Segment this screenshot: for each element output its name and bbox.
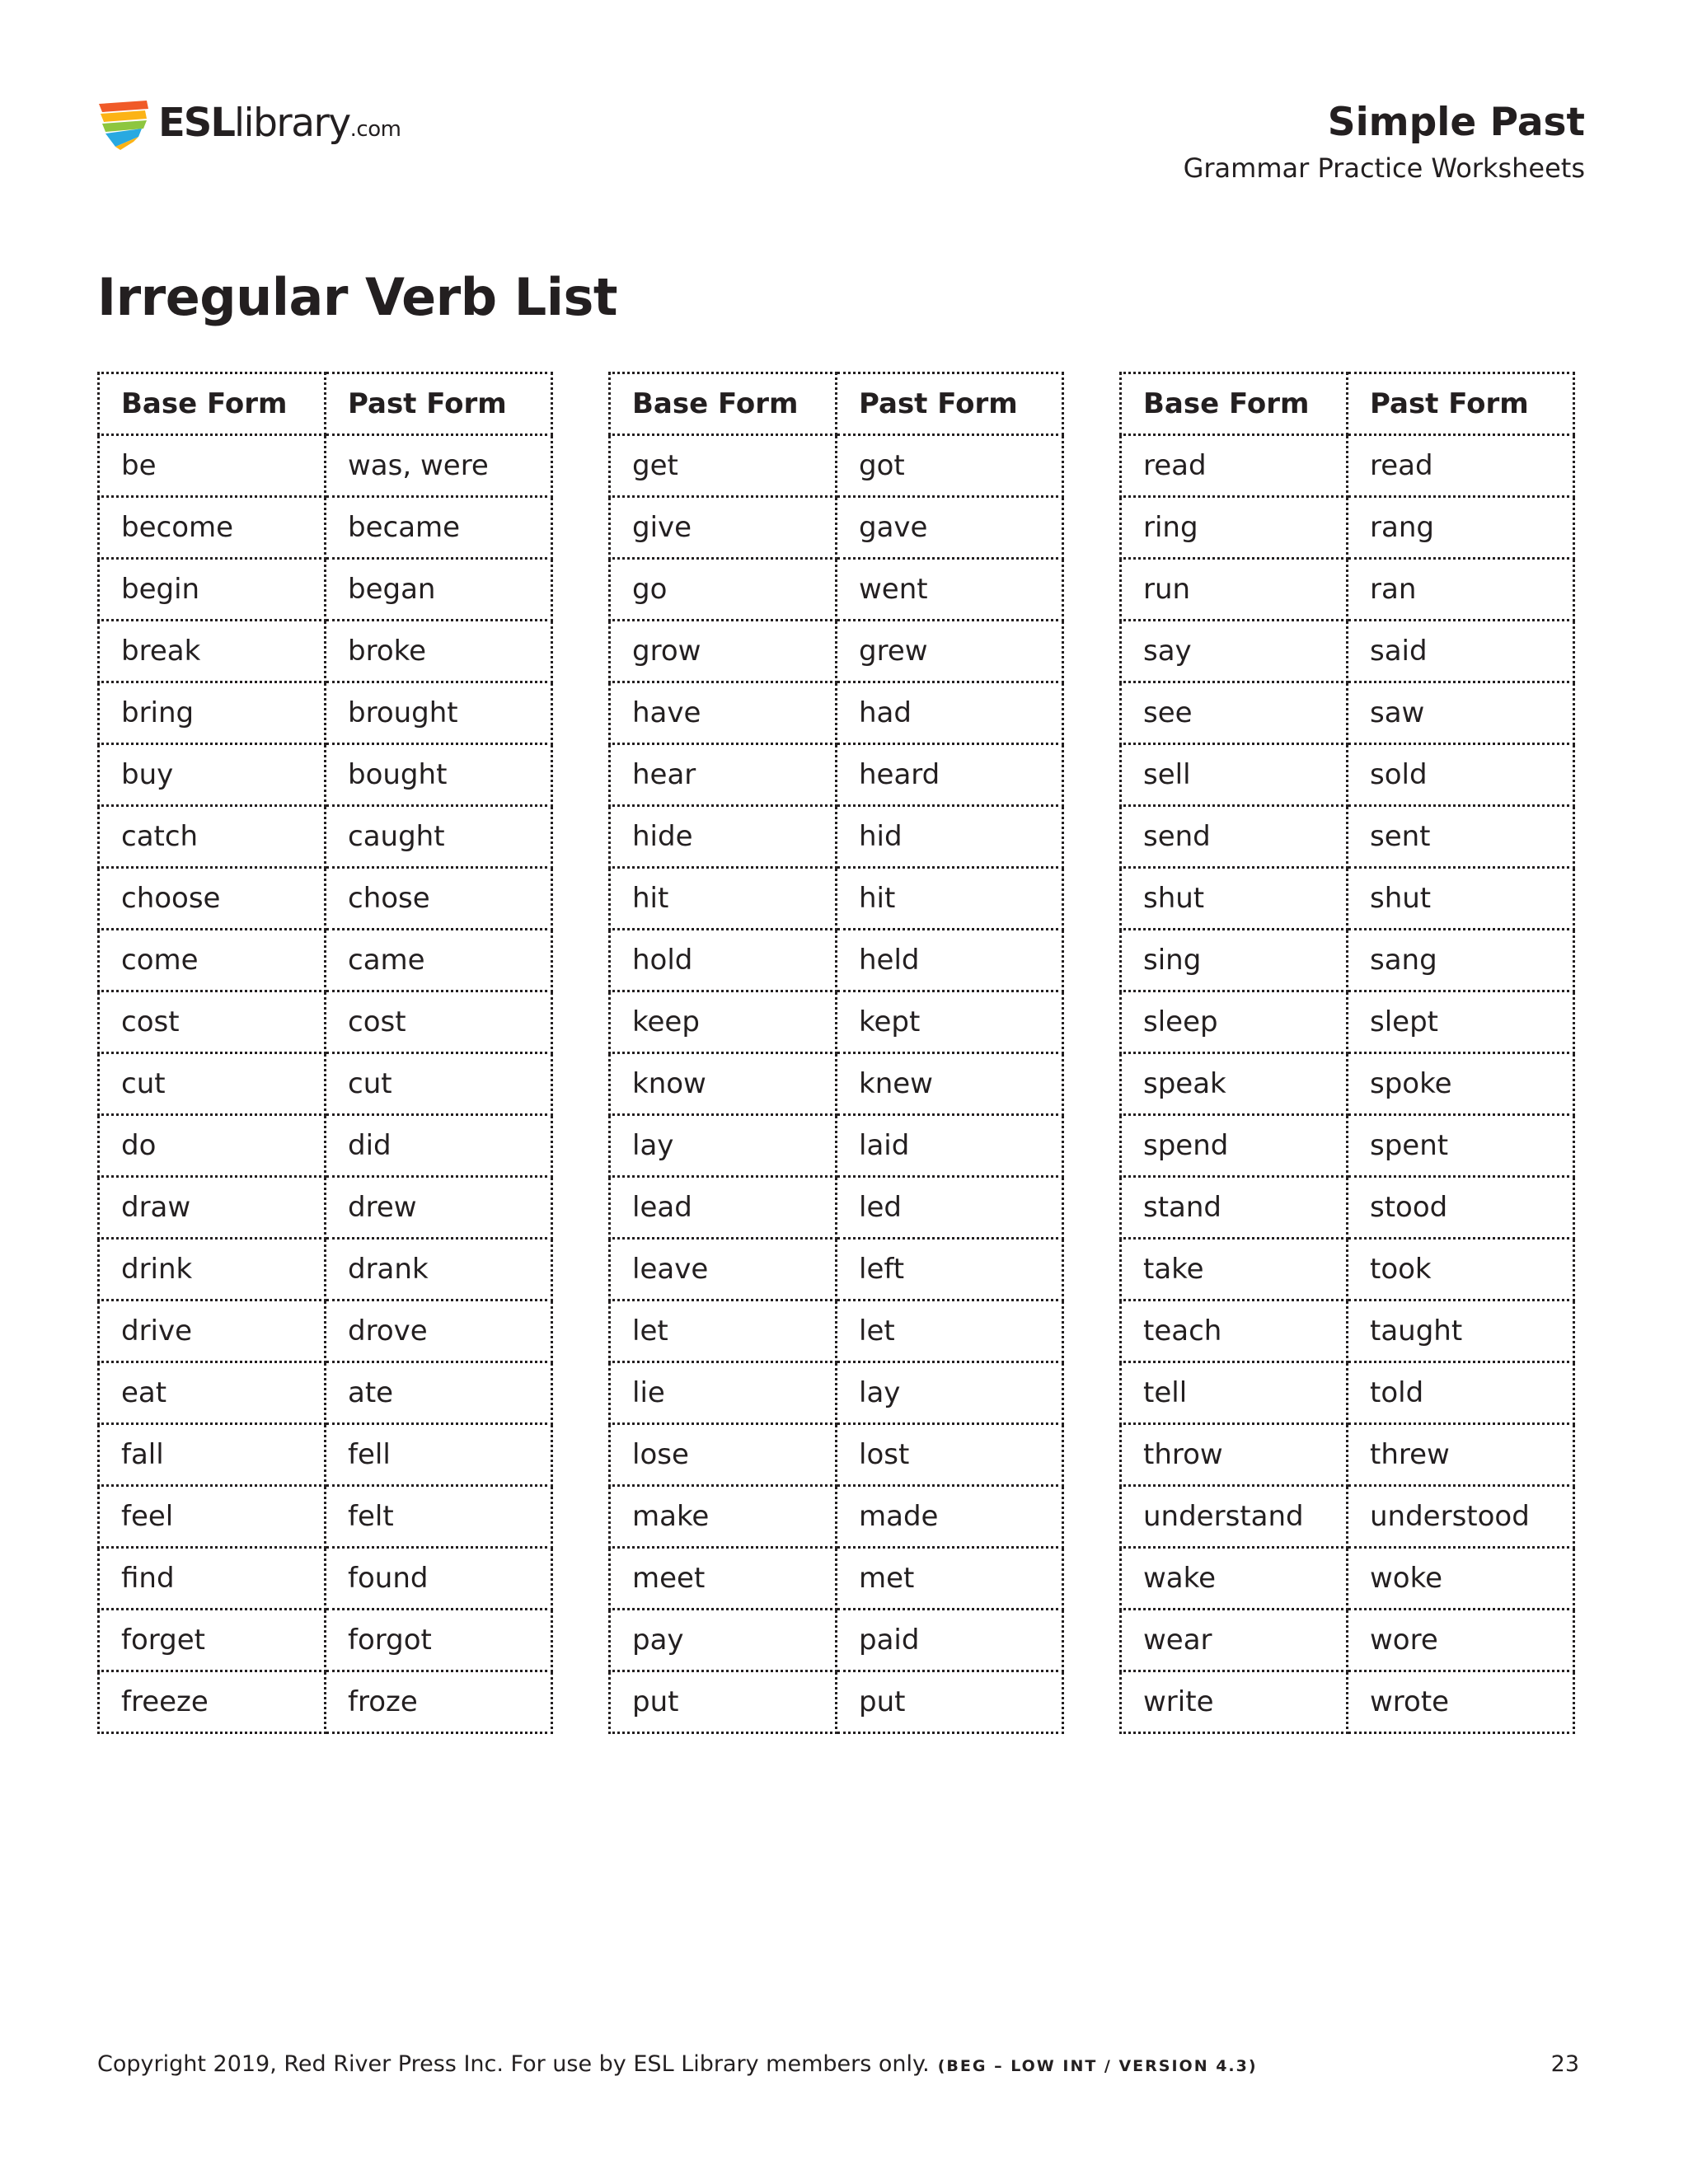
table-row (1121, 1362, 1574, 1424)
column-header-base-form: Base Form (610, 373, 837, 435)
base-form-cell: break (99, 621, 326, 682)
past-form-cell: saw (1348, 682, 1574, 744)
past-form-cell: spent (1348, 1115, 1574, 1177)
past-form-cell: wore (1348, 1610, 1574, 1671)
past-form-cell: did (326, 1115, 552, 1177)
past-form-cell: slept (1348, 991, 1574, 1053)
past-form-cell: hit (837, 868, 1063, 930)
base-form-cell: hear (610, 744, 837, 806)
page-number: 23 (1550, 2051, 1579, 2077)
past-form-cell: cut (326, 1053, 552, 1115)
table-row (610, 1177, 1063, 1239)
table-row (610, 1362, 1063, 1424)
base-form-cell: bring (99, 682, 326, 744)
table-row (1121, 1486, 1574, 1548)
past-form-cell: met (837, 1548, 1063, 1610)
past-form-cell: lost (837, 1424, 1063, 1486)
past-form-cell: told (1348, 1362, 1574, 1424)
table-row (610, 435, 1063, 497)
past-form-cell: got (837, 435, 1063, 497)
base-form-cell: freeze (99, 1671, 326, 1733)
base-form-cell: ring (1121, 497, 1348, 559)
past-form-cell: put (837, 1671, 1063, 1733)
past-form-cell: wrote (1348, 1671, 1574, 1733)
worksheet-subtitle: Grammar Practice Worksheets (1183, 152, 1585, 184)
table-row (610, 559, 1063, 621)
table-row (99, 991, 552, 1053)
past-form-cell: held (837, 930, 1063, 991)
table-row (610, 1671, 1063, 1733)
past-form-cell: shut (1348, 868, 1574, 930)
table-row (1121, 744, 1574, 806)
base-form-cell: write (1121, 1671, 1348, 1733)
table-row (610, 682, 1063, 744)
past-form-cell: froze (326, 1671, 552, 1733)
past-form-cell: stood (1348, 1177, 1574, 1239)
past-form-cell: rang (1348, 497, 1574, 559)
table-row (1121, 1424, 1574, 1486)
base-form-cell: draw (99, 1177, 326, 1239)
base-form-cell: teach (1121, 1301, 1348, 1362)
table-row (99, 559, 552, 621)
column-header-past-form: Past Form (326, 373, 552, 435)
table-header-row (610, 373, 1063, 435)
past-form-cell: came (326, 930, 552, 991)
table-row (610, 1239, 1063, 1301)
base-form-cell: drink (99, 1239, 326, 1301)
esl-library-logo (97, 97, 401, 152)
table-row (99, 435, 552, 497)
table-row (1121, 1548, 1574, 1610)
table-row (99, 1424, 552, 1486)
base-form-cell: pay (610, 1610, 837, 1671)
base-form-cell: see (1121, 682, 1348, 744)
base-form-cell: make (610, 1486, 837, 1548)
base-form-cell: begin (99, 559, 326, 621)
table-row (1121, 868, 1574, 930)
table-row (610, 1301, 1063, 1362)
past-form-cell: lay (837, 1362, 1063, 1424)
base-form-cell: have (610, 682, 837, 744)
table-row (1121, 1301, 1574, 1362)
book-stack-icon (97, 99, 152, 150)
table-row (99, 497, 552, 559)
past-form-cell: chose (326, 868, 552, 930)
table-row (99, 1671, 552, 1733)
table-row (99, 930, 552, 991)
past-form-cell: taught (1348, 1301, 1574, 1362)
past-form-cell: grew (837, 621, 1063, 682)
past-form-cell: spoke (1348, 1053, 1574, 1115)
column-header-base-form: Base Form (99, 373, 326, 435)
base-form-cell: put (610, 1671, 837, 1733)
base-form-cell: sleep (1121, 991, 1348, 1053)
past-form-cell: woke (1348, 1548, 1574, 1610)
table-row (610, 991, 1063, 1053)
base-form-cell: drive (99, 1301, 326, 1362)
copyright-text: Copyright 2019, Red River Press Inc. For use by ESL Library members only. (97, 2051, 930, 2077)
base-form-cell: shut (1121, 868, 1348, 930)
table-header-row (1121, 373, 1574, 435)
table-row (1121, 806, 1574, 868)
past-form-cell: drove (326, 1301, 552, 1362)
past-form-cell: began (326, 559, 552, 621)
base-form-cell: lead (610, 1177, 837, 1239)
base-form-cell: find (99, 1548, 326, 1610)
past-form-cell: drank (326, 1239, 552, 1301)
past-form-cell: threw (1348, 1424, 1574, 1486)
table-row (1121, 1053, 1574, 1115)
table-row (610, 1115, 1063, 1177)
base-form-cell: do (99, 1115, 326, 1177)
table-row (99, 1115, 552, 1177)
table-row (1121, 1610, 1574, 1671)
base-form-cell: meet (610, 1548, 837, 1610)
base-form-cell: feel (99, 1486, 326, 1548)
past-form-cell: bought (326, 744, 552, 806)
past-form-cell: let (837, 1301, 1063, 1362)
base-form-cell: forget (99, 1610, 326, 1671)
base-form-cell: keep (610, 991, 837, 1053)
table-row (1121, 991, 1574, 1053)
base-form-cell: run (1121, 559, 1348, 621)
table-row (610, 1610, 1063, 1671)
table-row (99, 1301, 552, 1362)
past-form-cell: gave (837, 497, 1063, 559)
base-form-cell: lay (610, 1115, 837, 1177)
past-form-cell: sold (1348, 744, 1574, 806)
table-row (99, 1239, 552, 1301)
past-form-cell: took (1348, 1239, 1574, 1301)
base-form-cell: go (610, 559, 837, 621)
base-form-cell: tell (1121, 1362, 1348, 1424)
logo-library: library (233, 101, 350, 146)
table-row (99, 621, 552, 682)
base-form-cell: fall (99, 1424, 326, 1486)
past-form-cell: led (837, 1177, 1063, 1239)
table-row (610, 1053, 1063, 1115)
base-form-cell: grow (610, 621, 837, 682)
base-form-cell: hide (610, 806, 837, 868)
logo-esl: ESL (158, 100, 234, 146)
base-form-cell: lie (610, 1362, 837, 1424)
table-row (1121, 1671, 1574, 1733)
table-row (610, 744, 1063, 806)
base-form-cell: understand (1121, 1486, 1348, 1548)
logo-com: .com (349, 117, 401, 142)
base-form-cell: eat (99, 1362, 326, 1424)
past-form-cell: went (837, 559, 1063, 621)
past-form-cell: found (326, 1548, 552, 1610)
base-form-cell: leave (610, 1239, 837, 1301)
table-row (610, 621, 1063, 682)
table-row (610, 1486, 1063, 1548)
base-form-cell: wear (1121, 1610, 1348, 1671)
table-row (1121, 559, 1574, 621)
table-row (1121, 1177, 1574, 1239)
worksheet-title: Simple Past (1327, 100, 1585, 145)
base-form-cell: come (99, 930, 326, 991)
past-form-cell: knew (837, 1053, 1063, 1115)
table-row (1121, 1239, 1574, 1301)
past-form-cell: sang (1348, 930, 1574, 991)
past-form-cell: brought (326, 682, 552, 744)
base-form-cell: sell (1121, 744, 1348, 806)
table-row (610, 868, 1063, 930)
past-form-cell: ran (1348, 559, 1574, 621)
base-form-cell: give (610, 497, 837, 559)
table-row (99, 1548, 552, 1610)
column-header-base-form: Base Form (1121, 373, 1348, 435)
base-form-cell: take (1121, 1239, 1348, 1301)
base-form-cell: know (610, 1053, 837, 1115)
table-row (1121, 930, 1574, 991)
past-form-cell: said (1348, 621, 1574, 682)
base-form-cell: catch (99, 806, 326, 868)
level-version-text: (BEG – LOW INT / VERSION 4.3) (937, 2057, 1258, 2075)
table-row (99, 1610, 552, 1671)
base-form-cell: become (99, 497, 326, 559)
past-form-cell: cost (326, 991, 552, 1053)
table-row (1121, 1115, 1574, 1177)
base-form-cell: hit (610, 868, 837, 930)
base-form-cell: stand (1121, 1177, 1348, 1239)
past-form-cell: left (837, 1239, 1063, 1301)
table-row (610, 806, 1063, 868)
base-form-cell: choose (99, 868, 326, 930)
worksheet-header (1184, 97, 1585, 186)
column-header-past-form: Past Form (1348, 373, 1574, 435)
past-form-cell: was, were (326, 435, 552, 497)
base-form-cell: hold (610, 930, 837, 991)
base-form-cell: say (1121, 621, 1348, 682)
past-form-cell: drew (326, 1177, 552, 1239)
past-form-cell: ate (326, 1362, 552, 1424)
table-row (1121, 435, 1574, 497)
verb-table-1 (97, 372, 553, 1734)
base-form-cell: let (610, 1301, 837, 1362)
table-header-row (99, 373, 552, 435)
logo-wordmark (158, 99, 401, 156)
past-form-cell: caught (326, 806, 552, 868)
past-form-cell: fell (326, 1424, 552, 1486)
base-form-cell: lose (610, 1424, 837, 1486)
table-row (1121, 682, 1574, 744)
column-header-past-form: Past Form (837, 373, 1063, 435)
base-form-cell: send (1121, 806, 1348, 868)
table-row (99, 1486, 552, 1548)
footer-copyright (97, 2048, 1258, 2083)
table-row (99, 682, 552, 744)
past-form-cell: read (1348, 435, 1574, 497)
base-form-cell: buy (99, 744, 326, 806)
table-row (1121, 621, 1574, 682)
past-form-cell: kept (837, 991, 1063, 1053)
past-form-cell: made (837, 1486, 1063, 1548)
table-row (99, 1362, 552, 1424)
table-row (1121, 497, 1574, 559)
base-form-cell: get (610, 435, 837, 497)
table-row (99, 1177, 552, 1239)
page-title: Irregular Verb List (97, 267, 618, 327)
base-form-cell: spend (1121, 1115, 1348, 1177)
base-form-cell: throw (1121, 1424, 1348, 1486)
base-form-cell: speak (1121, 1053, 1348, 1115)
past-form-cell: understood (1348, 1486, 1574, 1548)
verb-table-2 (608, 372, 1064, 1734)
past-form-cell: sent (1348, 806, 1574, 868)
table-row (99, 868, 552, 930)
past-form-cell: became (326, 497, 552, 559)
base-form-cell: be (99, 435, 326, 497)
past-form-cell: laid (837, 1115, 1063, 1177)
table-row (99, 744, 552, 806)
table-row (99, 1053, 552, 1115)
table-row (610, 497, 1063, 559)
table-row (610, 930, 1063, 991)
base-form-cell: wake (1121, 1548, 1348, 1610)
past-form-cell: felt (326, 1486, 552, 1548)
past-form-cell: had (837, 682, 1063, 744)
base-form-cell: read (1121, 435, 1348, 497)
past-form-cell: paid (837, 1610, 1063, 1671)
past-form-cell: forgot (326, 1610, 552, 1671)
past-form-cell: broke (326, 621, 552, 682)
table-row (610, 1424, 1063, 1486)
verb-table-3 (1119, 372, 1575, 1734)
past-form-cell: heard (837, 744, 1063, 806)
table-row (610, 1548, 1063, 1610)
past-form-cell: hid (837, 806, 1063, 868)
base-form-cell: cut (99, 1053, 326, 1115)
base-form-cell: cost (99, 991, 326, 1053)
base-form-cell: sing (1121, 930, 1348, 991)
table-row (99, 806, 552, 868)
